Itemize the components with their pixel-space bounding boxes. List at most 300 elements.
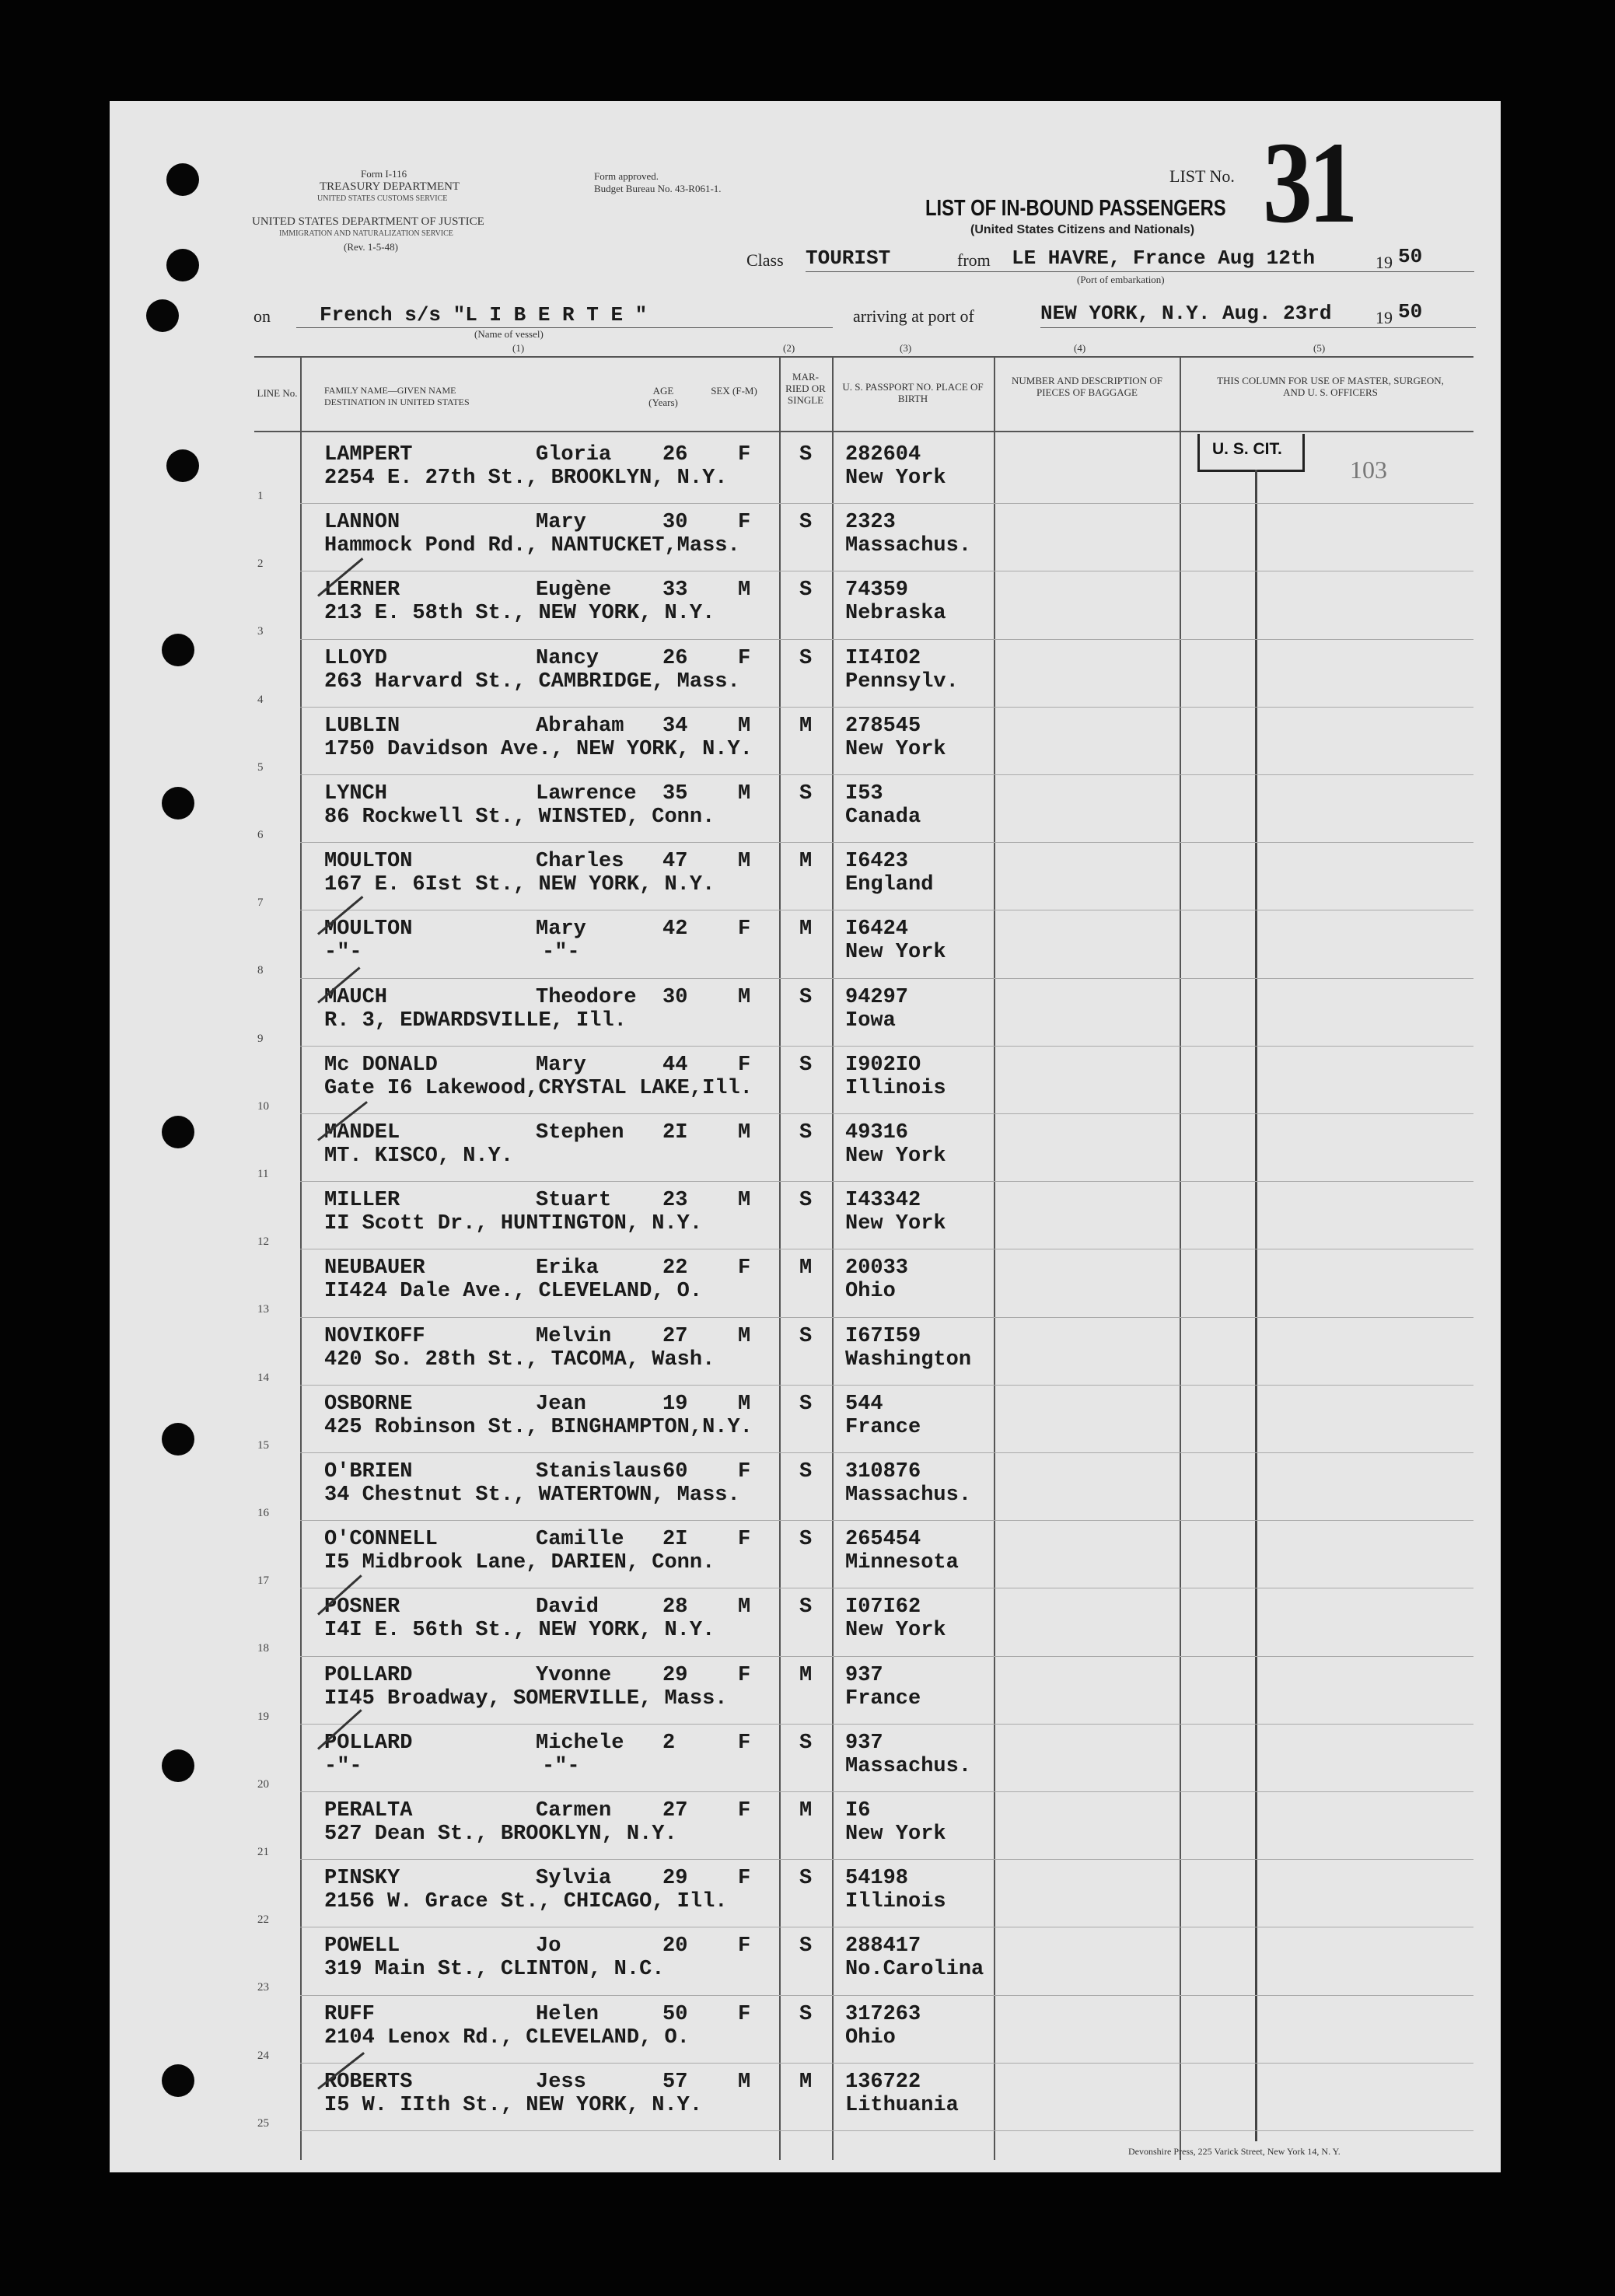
marital-status: S — [799, 578, 813, 603]
age: 30 — [662, 511, 688, 535]
column-number-3: (3) — [900, 342, 912, 354]
binder-hole — [166, 163, 199, 196]
marital-status: M — [799, 917, 813, 942]
marital-status: S — [799, 1867, 813, 1891]
form-number: Form I-116 — [361, 168, 407, 180]
marital-status: S — [799, 646, 813, 670]
age: 30 — [662, 985, 688, 1009]
arrival-year-suffix: 50 — [1398, 300, 1423, 323]
age: 28 — [662, 1595, 688, 1620]
place-of-birth: Canada — [845, 806, 921, 829]
sex: F — [738, 646, 751, 670]
marital-status: M — [799, 2070, 813, 2094]
passport-number: 544 — [845, 1392, 883, 1416]
place-of-birth: New York — [845, 941, 946, 965]
place-of-birth: No.Carolina — [845, 1958, 984, 1982]
line-number: 13 — [257, 1303, 269, 1316]
sex: M — [738, 714, 751, 738]
marital-status: M — [799, 1663, 813, 1687]
family-name: LAMPERT — [324, 443, 413, 467]
age: 2I — [662, 1528, 688, 1552]
manifest-sheet — [110, 101, 1501, 2172]
destination: II45 Broadway, SOMERVILLE, Mass. — [324, 1686, 728, 1711]
printer-credit: Devonshire Press, 225 Varick Street, New York 14, N. Y. — [1128, 2146, 1341, 2157]
sex: M — [738, 2070, 751, 2094]
destination: R. 3, EDWARDSVILLE, Ill. — [324, 1008, 627, 1033]
sex: F — [738, 511, 751, 535]
table-row — [300, 1724, 1473, 1725]
given-name: Theodore — [536, 985, 637, 1009]
marital-status: S — [799, 1121, 813, 1145]
treasury-department: TREASURY DEPARTMENT — [320, 180, 460, 193]
family-name: POLLARD — [324, 1731, 413, 1755]
table-row — [300, 1656, 1473, 1657]
line-number: 23 — [257, 1981, 269, 1994]
family-name: POLLARD — [324, 1663, 413, 1687]
family-name: MANDEL — [324, 1121, 400, 1145]
family-name: ROBERTS — [324, 2070, 413, 2094]
year-prefix: 19 — [1376, 253, 1393, 272]
married-column-rule — [779, 356, 781, 2160]
passport-number: 288417 — [845, 1934, 921, 1959]
arrival-year-prefix: 19 — [1376, 308, 1393, 327]
arrival-port: NEW YORK, N.Y. Aug. 23rd — [1040, 302, 1332, 325]
class-label: Class — [746, 250, 784, 270]
place-of-birth: Washington — [845, 1347, 972, 1372]
passport-number: 282604 — [845, 443, 921, 467]
given-name: Eugène — [536, 578, 612, 603]
line-number: 6 — [257, 829, 264, 841]
destination-ditto: -"- — [542, 941, 580, 965]
destination: II424 Dale Ave., CLEVELAND, O. — [324, 1280, 703, 1304]
given-name: Gloria — [536, 443, 612, 467]
destination: 420 So. 28th St., TACOMA, Wash. — [324, 1347, 715, 1372]
passport-number: 49316 — [845, 1121, 909, 1145]
vessel-caption: (Name of vessel) — [474, 328, 544, 340]
table-row — [300, 978, 1473, 979]
header-age: AGE (Years) — [648, 385, 678, 408]
age: 60 — [662, 1460, 688, 1483]
age: 44 — [662, 1053, 688, 1077]
place-of-birth: France — [845, 1686, 921, 1711]
header-married-single: MAR-RIED OR SINGLE — [785, 371, 826, 406]
table-row — [300, 1113, 1473, 1114]
binder-hole — [162, 2064, 194, 2097]
table-row — [300, 2063, 1473, 2064]
line-number: 24 — [257, 2049, 269, 2062]
marital-status: S — [799, 985, 813, 1009]
place-of-birth: Massachus. — [845, 1754, 972, 1778]
destination: MT. KISCO, N.Y. — [324, 1145, 514, 1168]
family-name: RUFF — [324, 2002, 375, 2026]
age: 20 — [662, 1934, 688, 1959]
line-number: 2 — [257, 557, 264, 571]
marital-status: S — [799, 782, 813, 806]
header-family-name: FAMILY NAME—GIVEN NAME — [324, 385, 456, 396]
destination: 167 E. 6Ist St., NEW YORK, N.Y. — [324, 873, 715, 897]
given-name: Jean — [536, 1392, 586, 1416]
passport-number: 310876 — [845, 1460, 921, 1483]
line-number: 12 — [257, 1235, 269, 1249]
passport-number: I53 — [845, 782, 883, 806]
age: 2I — [662, 1121, 688, 1145]
sex: F — [738, 1528, 751, 1552]
us-citizen-stamp-label: U. S. CIT. — [1212, 440, 1282, 458]
age: 33 — [662, 578, 688, 603]
sex: F — [738, 1934, 751, 1959]
vessel-underline — [296, 327, 833, 328]
place-of-birth: New York — [845, 1822, 946, 1846]
given-name: Michele — [536, 1731, 624, 1755]
column-number-5: (5) — [1313, 342, 1326, 354]
place-of-birth: Massachus. — [845, 1483, 972, 1507]
given-name: Mary — [536, 917, 586, 942]
age: 27 — [662, 1799, 688, 1822]
budget-bureau: Budget Bureau No. 43-R061-1. — [594, 183, 722, 194]
family-name: MOULTON — [324, 850, 413, 874]
passport-number: 74359 — [845, 578, 909, 603]
vessel-name: French s/s "L I B E R T E " — [320, 303, 648, 327]
baggage-column-rule — [994, 356, 995, 2160]
destination: 319 Main St., CLINTON, N.C. — [324, 1958, 665, 1982]
passport-number: I902IO — [845, 1053, 921, 1077]
sex: F — [738, 1867, 751, 1891]
family-name: LANNON — [324, 511, 400, 535]
binder-hole — [162, 787, 194, 820]
sex: F — [738, 917, 751, 942]
binder-hole — [162, 1423, 194, 1456]
age: 35 — [662, 782, 688, 806]
destination: Hammock Pond Rd., NANTUCKET,Mass. — [324, 534, 740, 558]
manifest-subtitle: (United States Citizens and Nationals) — [970, 223, 1195, 236]
destination: 425 Robinson St., BINGHAMPTON,N.Y. — [324, 1415, 753, 1439]
destination: 527 Dean St., BROOKLYN, N.Y. — [324, 1822, 677, 1846]
age: 22 — [662, 1256, 688, 1281]
given-name: Helen — [536, 2002, 600, 2026]
destination: 86 Rockwell St., WINSTED, Conn. — [324, 806, 715, 829]
marital-status: M — [799, 850, 813, 874]
arrival-underline — [1040, 327, 1476, 328]
passport-number: 937 — [845, 1731, 883, 1755]
destination: I4I E. 56th St., NEW YORK, N.Y. — [324, 1619, 715, 1643]
destination: Gate I6 Lakewood,CRYSTAL LAKE,Ill. — [324, 1076, 753, 1100]
passport-number: 265454 — [845, 1528, 921, 1552]
sex: F — [738, 1799, 751, 1822]
binder-hole — [162, 1116, 194, 1148]
family-name: POWELL — [324, 1934, 400, 1959]
passport-number: I6423 — [845, 850, 909, 874]
passport-number: I6424 — [845, 917, 909, 942]
form-approved: Form approved. — [594, 170, 659, 182]
given-name: Stanislaus — [536, 1460, 662, 1483]
marital-status: S — [799, 1731, 813, 1755]
place-of-birth: New York — [845, 1145, 946, 1168]
given-name: Stephen — [536, 1121, 624, 1145]
given-name: Camille — [536, 1528, 624, 1552]
passport-number: 278545 — [845, 714, 921, 738]
sex: F — [738, 1256, 751, 1281]
table-row — [300, 1181, 1473, 1182]
line-number: 21 — [257, 1846, 269, 1858]
passport-number: 2323 — [845, 511, 896, 535]
line-number: 3 — [257, 625, 264, 638]
age: 34 — [662, 714, 688, 738]
table-header-rule — [254, 431, 1473, 432]
given-name: Sylvia — [536, 1867, 612, 1891]
embarkation-caption: (Port of embarkation) — [1077, 274, 1165, 285]
header-destination: DESTINATION IN UNITED STATES — [324, 397, 470, 407]
destination: 1750 Davidson Ave., NEW YORK, N.Y. — [324, 737, 753, 761]
revision-date: (Rev. 1-5-48) — [344, 241, 398, 253]
given-name: Carmen — [536, 1799, 612, 1822]
age: 19 — [662, 1392, 688, 1416]
destination: II Scott Dr., HUNTINGTON, N.Y. — [324, 1212, 703, 1236]
passport-number: I6 — [845, 1799, 871, 1822]
sex: M — [738, 782, 751, 806]
age: 2 — [662, 1731, 676, 1755]
given-name: Erika — [536, 1256, 600, 1281]
header-baggage: NUMBER AND DESCRIPTION OF PIECES OF BAGGAGE — [1012, 375, 1162, 398]
table-row — [300, 1385, 1473, 1386]
given-name: Yvonne — [536, 1663, 612, 1687]
table-row — [300, 707, 1473, 708]
embarkation-underline — [806, 271, 1474, 272]
customs-service: UNITED STATES CUSTOMS SERVICE — [317, 194, 448, 203]
line-number: 14 — [257, 1371, 269, 1384]
given-name: Mary — [536, 1053, 586, 1077]
age: 42 — [662, 917, 688, 942]
marital-status: S — [799, 2002, 813, 2026]
family-name: LUBLIN — [324, 714, 400, 738]
place-of-birth: Iowa — [845, 1008, 896, 1033]
manifest-title: LIST OF IN-BOUND PASSENGERS — [925, 196, 1226, 221]
age: 57 — [662, 2070, 688, 2094]
family-name: NEUBAUER — [324, 1256, 425, 1281]
column-number-2: (2) — [783, 342, 795, 354]
table-row — [300, 1046, 1473, 1047]
sex: F — [738, 443, 751, 467]
binder-hole — [162, 1749, 194, 1782]
table-row — [300, 2130, 1473, 2131]
marital-status: M — [799, 714, 813, 738]
sex: M — [738, 1392, 751, 1416]
place-of-birth: New York — [845, 1619, 946, 1643]
marital-status: S — [799, 1934, 813, 1959]
line-number: 18 — [257, 1642, 269, 1655]
family-name: PERALTA — [324, 1799, 413, 1822]
passport-number: I67I59 — [845, 1324, 921, 1348]
line-number: 17 — [257, 1574, 269, 1588]
family-name: NOVIKOFF — [324, 1324, 425, 1348]
family-name: PINSKY — [324, 1867, 400, 1891]
given-name: Lawrence — [536, 782, 637, 806]
list-number: 31 — [1263, 118, 1355, 247]
marital-status: S — [799, 1460, 813, 1483]
destination: 2156 W. Grace St., CHICAGO, Ill. — [324, 1890, 728, 1914]
binder-hole — [166, 249, 199, 281]
officer-pencil-line — [1255, 470, 1257, 2141]
line-number: 4 — [257, 693, 264, 706]
age: 29 — [662, 1867, 688, 1891]
destination: 2254 E. 27th St., BROOKLYN, N.Y. — [324, 467, 728, 490]
table-row — [300, 774, 1473, 775]
arriving-label: arriving at port of — [853, 306, 974, 326]
family-name: O'BRIEN — [324, 1460, 413, 1483]
passport-number: 94297 — [845, 985, 909, 1009]
table-row — [300, 1452, 1473, 1453]
marital-status: S — [799, 1324, 813, 1348]
table-row — [300, 1995, 1473, 1996]
sex: M — [738, 1189, 751, 1213]
line-number: 20 — [257, 1777, 269, 1791]
line-number: 8 — [257, 964, 264, 977]
sex: M — [738, 1324, 751, 1348]
family-name: POSNER — [324, 1595, 400, 1620]
place-of-birth: Lithuania — [845, 2093, 959, 2117]
destination: I5 Midbrook Lane, DARIEN, Conn. — [324, 1551, 715, 1575]
marital-status: S — [799, 511, 813, 535]
list-number-label: LIST No. — [1169, 166, 1235, 186]
line-number: 15 — [257, 1438, 269, 1452]
family-name: LYNCH — [324, 782, 388, 806]
table-row — [300, 1791, 1473, 1792]
justice-department: UNITED STATES DEPARTMENT OF JUSTICE — [252, 215, 484, 228]
line-number: 7 — [257, 896, 264, 910]
header-officers: THIS COLUMN FOR USE OF MASTER, SURGEON, AND U. S. OFFICERS — [1217, 375, 1444, 398]
destination: 213 E. 58th St., NEW YORK, N.Y. — [324, 602, 715, 626]
passport-number: 20033 — [845, 1256, 909, 1281]
embarkation-port: LE HAVRE, France Aug 12th — [1012, 246, 1316, 270]
line-number: 10 — [257, 1099, 269, 1113]
place-of-birth: Illinois — [845, 1890, 946, 1914]
marital-status: M — [799, 1256, 813, 1281]
year-suffix: 50 — [1398, 245, 1423, 268]
place-of-birth: Nebraska — [845, 602, 946, 626]
stamp-number: 103 — [1350, 456, 1387, 484]
sex: F — [738, 2002, 751, 2026]
immigration-service: IMMIGRATION AND NATURALIZATION SERVICE — [279, 229, 453, 238]
family-name: O'CONNELL — [324, 1528, 438, 1552]
passport-number: 136722 — [845, 2070, 921, 2094]
marital-status: M — [799, 1799, 813, 1822]
age: 47 — [662, 850, 688, 874]
family-name: MILLER — [324, 1189, 400, 1213]
line-number: 19 — [257, 1710, 269, 1723]
place-of-birth: Ohio — [845, 1280, 896, 1304]
place-of-birth: Pennsylv. — [845, 669, 959, 694]
age: 23 — [662, 1189, 688, 1213]
destination: 263 Harvard St., CAMBRIDGE, Mass. — [324, 669, 740, 694]
line-column-rule — [300, 356, 302, 2160]
on-label: on — [253, 306, 271, 326]
sex: M — [738, 578, 751, 603]
header-line-number: LINE No. — [257, 387, 298, 399]
line-number: 9 — [257, 1032, 264, 1045]
table-row — [300, 1317, 1473, 1318]
family-name: LERNER — [324, 578, 400, 603]
place-of-birth: France — [845, 1415, 921, 1439]
passport-number: 317263 — [845, 2002, 921, 2026]
passport-number: 54198 — [845, 1867, 909, 1891]
given-name: Stuart — [536, 1189, 612, 1213]
destination: 34 Chestnut St., WATERTOWN, Mass. — [324, 1483, 740, 1507]
officers-column-rule — [1180, 356, 1181, 2160]
class-value: TOURIST — [806, 246, 891, 270]
given-name: Charles — [536, 850, 624, 874]
place-of-birth: Minnesota — [845, 1551, 959, 1575]
place-of-birth: New York — [845, 1212, 946, 1236]
header-passport-birth: U. S. PASSPORT NO. PLACE OF BIRTH — [842, 381, 984, 404]
line-number: 25 — [257, 2116, 269, 2130]
sex: M — [738, 1595, 751, 1620]
passport-number: I43342 — [845, 1189, 921, 1213]
passport-number: I07I62 — [845, 1595, 921, 1620]
passport-column-rule — [832, 356, 834, 2160]
marital-status: S — [799, 1053, 813, 1077]
given-name: Jess — [536, 2070, 586, 2094]
table-top-rule — [254, 356, 1473, 358]
sex: F — [738, 1731, 751, 1755]
binder-hole — [166, 449, 199, 482]
sex: F — [738, 1663, 751, 1687]
destination: -"- — [324, 941, 362, 965]
marital-status: S — [799, 1189, 813, 1213]
marital-status: S — [799, 1528, 813, 1552]
age: 26 — [662, 646, 688, 670]
family-name: OSBORNE — [324, 1392, 413, 1416]
place-of-birth: Ohio — [845, 2025, 896, 2050]
sex: M — [738, 985, 751, 1009]
destination: I5 W. IIth St., NEW YORK, N.Y. — [324, 2093, 703, 2117]
age: 26 — [662, 443, 688, 467]
line-number: 16 — [257, 1507, 269, 1519]
family-name: LLOYD — [324, 646, 388, 670]
binder-hole — [146, 299, 179, 332]
age: 50 — [662, 2002, 688, 2026]
table-row — [300, 503, 1473, 504]
given-name: Nancy — [536, 646, 600, 670]
line-number: 5 — [257, 760, 264, 774]
marital-status: S — [799, 1392, 813, 1416]
from-label: from — [957, 250, 991, 270]
destination-ditto: -"- — [542, 1754, 580, 1778]
destination: 2104 Lenox Rd., CLEVELAND, O. — [324, 2025, 690, 2050]
marital-status: S — [799, 443, 813, 467]
binder-hole — [162, 634, 194, 666]
line-number: 11 — [257, 1168, 269, 1180]
sex: M — [738, 850, 751, 874]
passport-number: 937 — [845, 1663, 883, 1687]
passport-number: II4IO2 — [845, 646, 921, 670]
place-of-birth: Illinois — [845, 1076, 946, 1100]
age: 29 — [662, 1663, 688, 1687]
table-row — [300, 842, 1473, 843]
sex: F — [738, 1053, 751, 1077]
line-number: 1 — [257, 490, 264, 502]
given-name: Melvin — [536, 1324, 612, 1348]
given-name: Abraham — [536, 714, 624, 738]
sex: F — [738, 1460, 751, 1483]
destination: -"- — [324, 1754, 362, 1778]
place-of-birth: New York — [845, 467, 946, 490]
line-number: 22 — [257, 1913, 269, 1927]
table-row — [300, 1859, 1473, 1860]
given-name: Mary — [536, 511, 586, 535]
family-name: MOULTON — [324, 917, 413, 942]
given-name: Jo — [536, 1934, 561, 1959]
family-name: MAUCH — [324, 985, 388, 1009]
given-name: David — [536, 1595, 600, 1620]
